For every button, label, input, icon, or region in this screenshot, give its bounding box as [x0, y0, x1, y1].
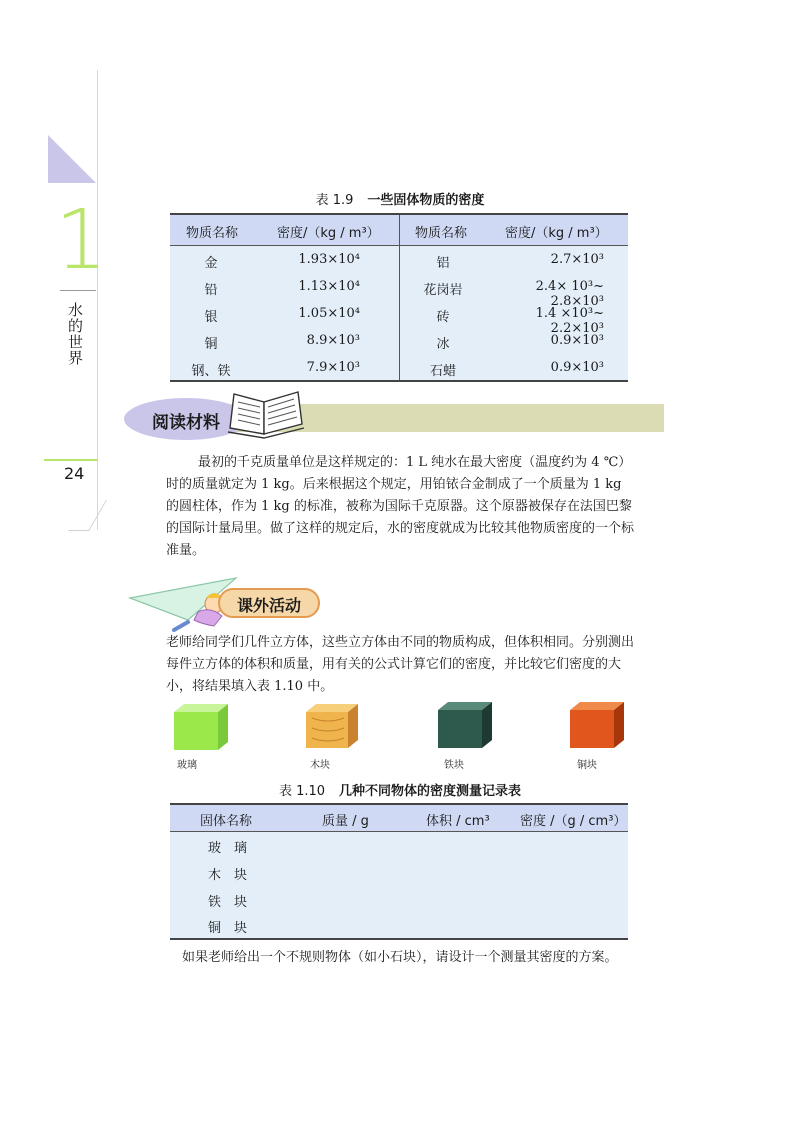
table-row-label: 铁 块 [208, 895, 248, 910]
table-cell: 花岗岩 [423, 283, 463, 298]
table-row-label: 木 块 [208, 868, 248, 883]
copper-cube-icon [568, 700, 626, 750]
table-1-10-title: 几种不同物体的密度测量记录表 [339, 784, 522, 799]
table-column-divider [399, 215, 400, 380]
cube-label-wood: 木块 [310, 760, 330, 771]
margin-foot-decoration [68, 500, 107, 531]
table-cell: 铅 [204, 283, 218, 298]
reading-material-label: 阅读材料 [152, 413, 220, 433]
chapter-rule [60, 290, 96, 291]
cube-label-copper: 铜块 [577, 760, 597, 771]
header-solid-name: 固体名称 [200, 814, 253, 829]
header-substance-name-right: 物质名称 [415, 226, 468, 241]
density-measurement-record-table [170, 803, 628, 940]
iron-cube-icon [436, 700, 494, 750]
reading-material-text: 最初的千克质量单位是这样规定的：1 L 纯水在最大密度（温度约为 4 ℃）时的质量就定为 1 kg。后来根据这个规定，用铂铱合金制成了一个质量为 1 kg 的圆柱体，作为 1 kg 的标准，被称为国际千克原器。这个原器被保存在法国巴黎的国际计量局里。做了这样的规定后，水的密度就成为比较其他物质密度的一个标准量。 [166, 455, 635, 558]
table-cell: 1.4 ×10³~ 2.2×10³ [535, 306, 604, 336]
cube-label-glass: 玻璃 [177, 760, 197, 771]
open-book-icon [226, 390, 308, 440]
density-table-solids [170, 213, 628, 382]
cube-label-iron: 铁块 [444, 760, 464, 771]
extracurricular-activity-label: 课外活动 [236, 596, 301, 615]
table-cell: 钢、铁 [191, 364, 231, 379]
chapter-number: 1 [55, 193, 108, 288]
wood-cube-icon [304, 702, 360, 750]
corner-triangle-decoration [48, 135, 96, 183]
table-cell: 冰 [436, 337, 450, 352]
table-1-9-title: 一些固体物质的密度 [367, 193, 485, 208]
table-cell: 1.05×10⁴ [298, 306, 360, 321]
table-cell: 石蜡 [429, 364, 456, 379]
table-cell: 铝 [436, 256, 450, 271]
table-1-9-caption [0, 189, 800, 208]
table-cell: 8.9×10³ [306, 333, 360, 348]
header-substance-name-left: 物质名称 [186, 226, 239, 241]
header-mass: 质量 / g [322, 814, 369, 829]
table-row-label: 玻 璃 [208, 841, 248, 856]
table-cell: 2.7×10³ [550, 252, 604, 267]
glass-cube-icon [172, 702, 230, 752]
table-cell: 0.9×10³ [550, 333, 604, 348]
table-cell: 2.4× 10³~ 2.8×10³ [535, 279, 604, 309]
table-1-10-caption [0, 780, 800, 799]
table-cell: 砖 [436, 310, 450, 325]
header-density-left: 密度/（kg / m³） [277, 226, 380, 241]
table-cell: 金 [204, 256, 218, 271]
margin-line [97, 70, 98, 530]
table-1-9-number: 表 1.9 [315, 193, 354, 208]
table-cell: 银 [204, 310, 218, 325]
header-volume: 体积 / cm³ [426, 814, 490, 829]
page-number: 24 [64, 464, 85, 483]
table-cell: 0.9×10³ [550, 360, 604, 375]
page-number-rule [44, 459, 98, 461]
reading-material-paragraph [166, 452, 636, 562]
table-row-label: 铜 块 [208, 921, 248, 936]
activity-paragraph: 老师给同学们几件立方体，这些立方体由不同的物质构成，但体积相同。分别测出每件立方体的体积和质量，用有关的公式计算它们的密度，并比较它们密度的大小，将结果填入表 1.10 中。 [166, 635, 635, 694]
table-cell: 7.9×10³ [306, 360, 360, 375]
table-cell: 铜 [204, 337, 218, 352]
header-density: 密度 /（g / cm³） [520, 814, 627, 829]
design-question: 如果老师给出一个不规则物体（如小石块），请设计一个测量其密度的方案。 [182, 950, 618, 965]
header-density-right: 密度/（kg / m³） [505, 226, 608, 241]
table-1-10-number: 表 1.10 [278, 784, 326, 799]
table-cell: 1.93×10⁴ [298, 252, 360, 267]
table-cell: 1.13×10⁴ [298, 279, 360, 294]
chapter-title: 水的世界 [68, 301, 84, 367]
